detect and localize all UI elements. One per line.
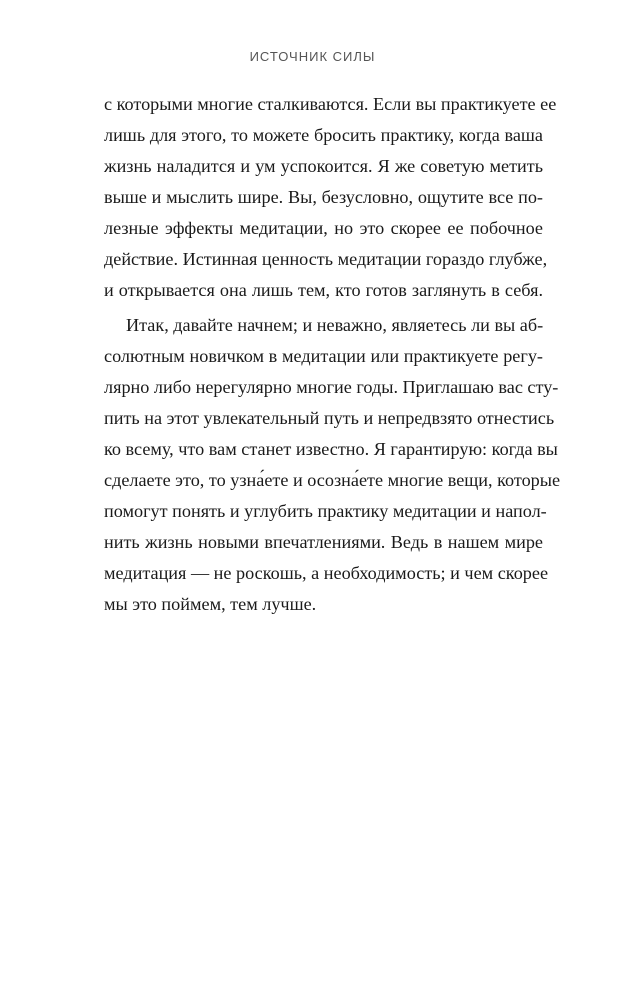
text-line: лезные эффекты медитации, но это скорее ее побочное bbox=[104, 218, 543, 238]
text-line: сделаете это, то узна́ете и осозна́ете многие вещи, которые bbox=[104, 470, 561, 490]
text-line: ко всему, что вам станет известно. Я гарантирую: когда вы bbox=[104, 439, 558, 459]
text-line: лярно либо нерегулярно многие годы. Приглашаю вас сту- bbox=[104, 377, 559, 397]
paragraph-2 bbox=[104, 310, 561, 620]
text-line: солютным новичком в медитации или практикуете регу- bbox=[104, 346, 543, 366]
text-line: выше и мыслить шире. Вы, безусловно, ощутите все по- bbox=[104, 187, 543, 207]
text-line: действие. Истинная ценность медитации гораздо глубже, bbox=[104, 249, 548, 269]
running-header: ИСТОЧНИК СИЛЫ bbox=[249, 49, 376, 64]
text-line: и открывается она лишь тем, кто готов заглянуть в себя. bbox=[104, 280, 543, 300]
text-line: с которыми многие сталкиваются. Если вы практикуете ее bbox=[104, 94, 557, 114]
body-text bbox=[104, 89, 561, 620]
text-line: лишь для этого, то можете бросить практику, когда ваша bbox=[104, 125, 543, 145]
text-line: мы это поймем, тем лучше. bbox=[104, 594, 317, 614]
text-line: помогут понять и углубить практику медитации и напол- bbox=[104, 501, 547, 521]
text-line: медитация — не роскошь, а необходимость; и чем скорее bbox=[104, 563, 549, 583]
text-line: нить жизнь новыми впечатлениями. Ведь в нашем мире bbox=[104, 532, 543, 552]
paragraph-1 bbox=[104, 89, 557, 306]
text-line: жизнь наладится и ум успокоится. Я же советую метить bbox=[104, 156, 543, 176]
text-line: пить на этот увлекательный путь и непредвзято отнестись bbox=[104, 408, 555, 428]
text-line: Итак, давайте начнем; и неважно, являетесь ли вы аб- bbox=[126, 315, 544, 335]
